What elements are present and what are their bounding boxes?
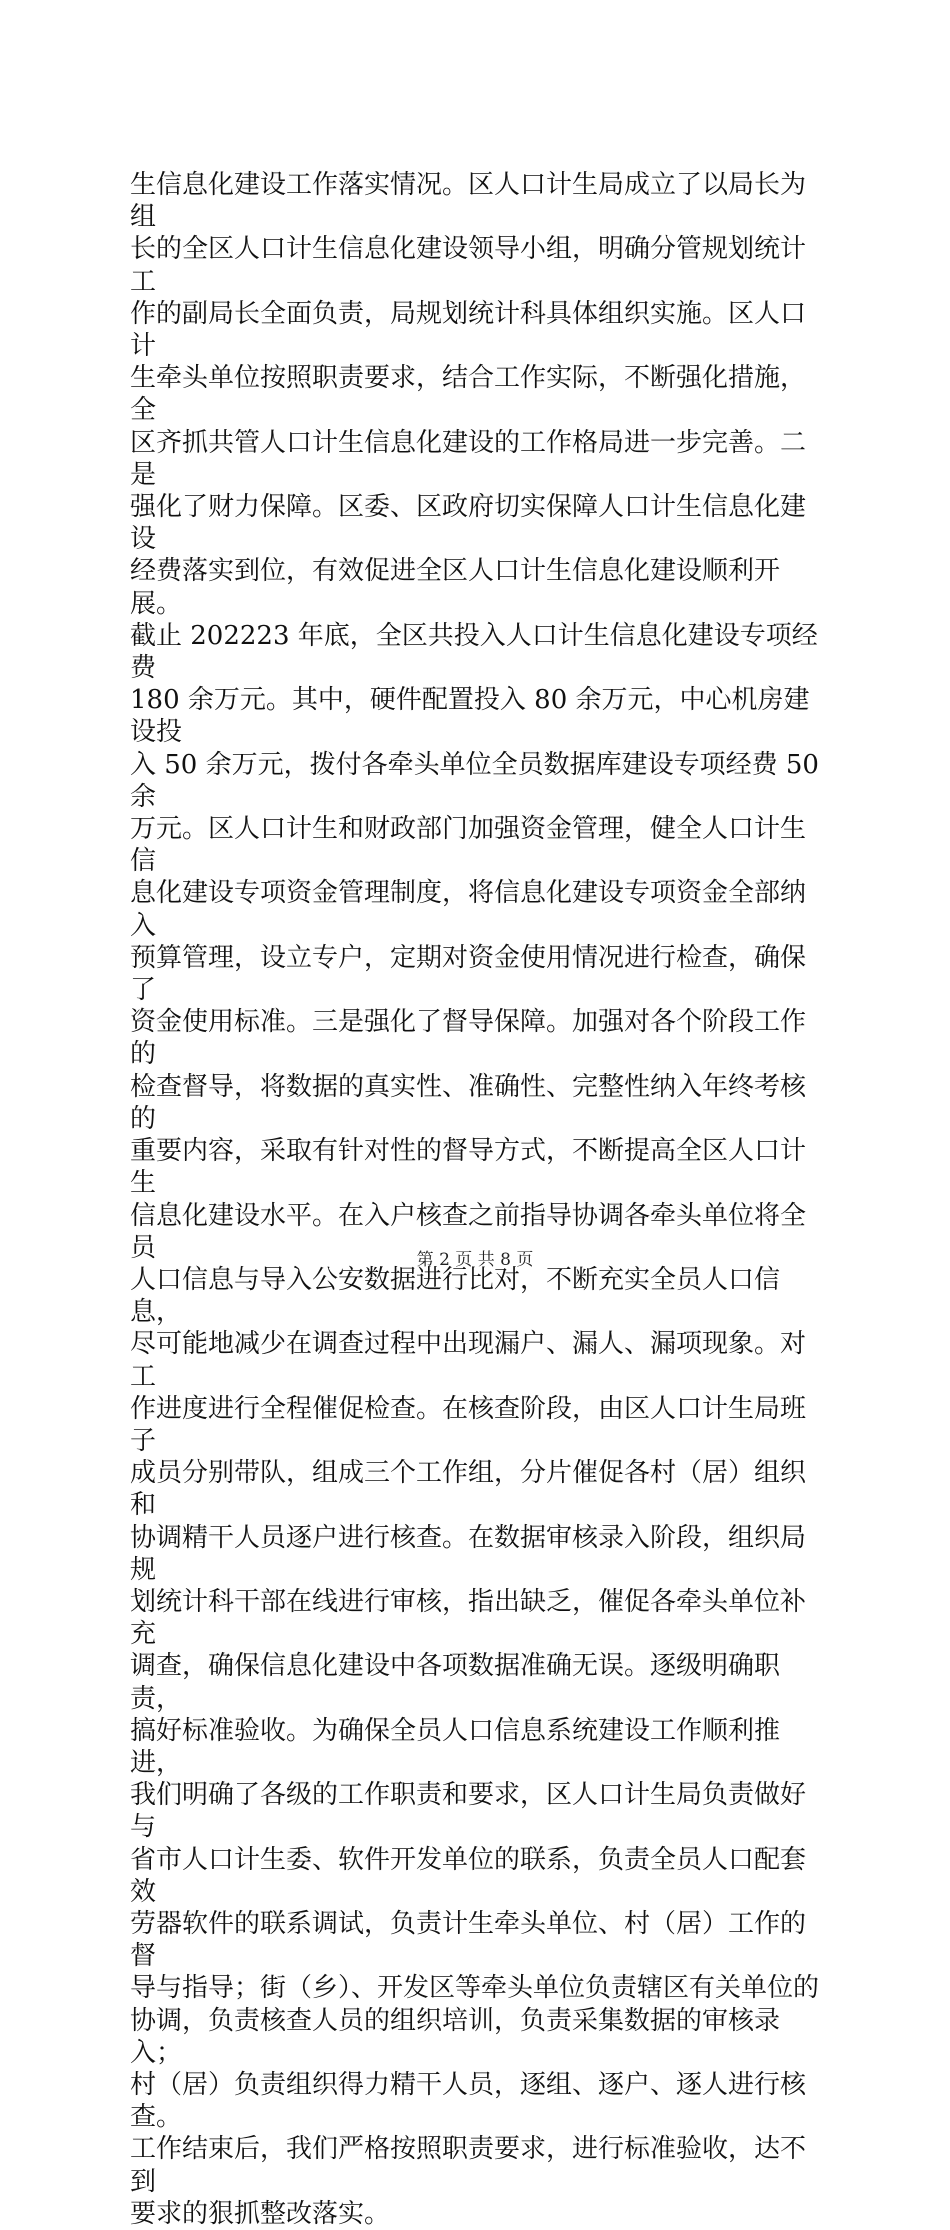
page-number-footer: 第 2 页 共 8 页 [416,1250,534,1270]
body-paragraph: 生信息化建设工作落实情况。区人口计生局成立了以局长为组 长的全区人口计生信息化建设领导小组，明确分管规划统计工 作的副局长全面负责，局规划统计科具体组织实施。区人口计 生牵头单位按照职责要求，结合工作实际，不断强化措施，全 区齐抓共管人口计生信息化建设的工作格局进一步完善。二是 强化了财力保障。区委、区政府切实保障人口计生信息化建设 经费落实到位，有效促进全区人口计生信息化建设顺利开展。 截止 202223 年底，全区共投入人口计生信息化建设专项经费 180 余万元。其中，硬件配置投入 80 余万元，中心机房建设投 入 50 余万元，拨付各牵头单位全员数据库建设专项经费 50 余 万元。区人口计生和财政部门加强资金管理，健全人口计生信 息化建设专项资金管理制度，将信息化建设专项资金全部纳入 预算管理，设立专户，定期对资金使用情况进行检查，确保了 资金使用标准。三是强化了督导保障。加强对各个阶段工作的 检查督导，将数据的真实性、准确性、完整性纳入年终考核的 重要内容，采取有针对性的督导方式，不断提高全区人口计生 信息化建设水平。在入户核查之前指导协调各牵头单位将全员 人口信息与导入公安数据进行比对，不断充实全员人口信息， 尽可能地减少在调查过程中出现漏户、漏人、漏项现象。对工 作进度进行全程催促检查。在核查阶段，由区人口计生局班子 成员分别带队，组成三个工作组，分片催促各村（居）组织和 协调精干人员逐户进行核查。在数据审核录入阶段，组织局规 划统计科干部在线进行审核，指出缺乏，催促各牵头单位补充 调查，确保信息化建设中各项数据准确无误。逐级明确职责， 搞好标准验收。为确保全员人口信息系统建设工作顺利推进， 我们明确了各级的工作职责和要求，区人口计生局负责做好与 省市人口计生委、软件开发单位的联系，负责全员人口配套效 劳器软件的联系调试，负责计生牵头单位、村（居）工作的督 导与指导；街（乡）、开发区等牵头单位负责辖区有关单位的 协调，负责核查人员的组织培训，负责采集数据的审核录入； 村（居）负责组织得力精干人员，逐组、逐户、逐人进行核查。 工作结束后，我们严格按照职责要求，进行标准验收，达不到 要求的狠抓整改落实。 [130,170,820,2229]
